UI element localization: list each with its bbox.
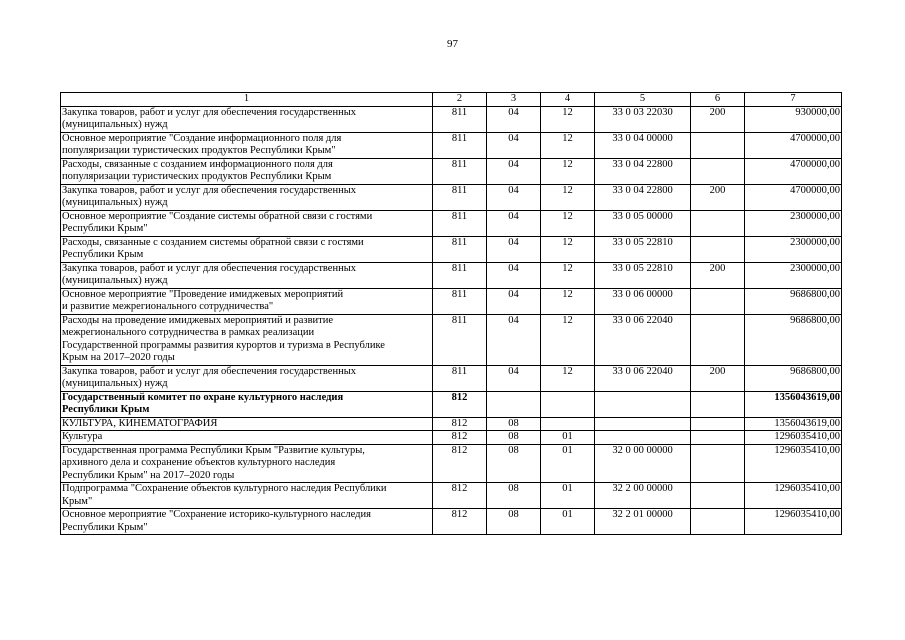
row-expense	[691, 509, 745, 535]
row-code: 811	[433, 184, 487, 210]
row-code: 812	[433, 509, 487, 535]
row-target: 33 0 04 22800	[595, 184, 691, 210]
table-row	[61, 509, 842, 535]
row-section: 04	[487, 106, 541, 132]
row-name: Закупка товаров, работ и услуг для обеспечения государственных (муниципальных) нужд	[61, 106, 433, 132]
row-subsection: 12	[541, 236, 595, 262]
row-target: 33 0 04 22800	[595, 158, 691, 184]
header-row	[61, 93, 842, 107]
row-sum: 2300000,00	[745, 210, 842, 236]
row-expense	[691, 431, 745, 445]
row-expense	[691, 314, 745, 365]
header-col-code: 2	[433, 93, 487, 107]
table-row	[61, 210, 842, 236]
row-name: Закупка товаров, работ и услуг для обеспечения государственных (муниципальных) нужд	[61, 184, 433, 210]
row-name: Подпрограмма "Сохранение объектов культурного наследия Республики Крым"	[61, 483, 433, 509]
row-sum: 1296035410,00	[745, 483, 842, 509]
row-code: 812	[433, 431, 487, 445]
table-row	[61, 483, 842, 509]
row-expense	[691, 483, 745, 509]
row-sum: 930000,00	[745, 106, 842, 132]
row-expense	[691, 158, 745, 184]
row-section: 04	[487, 184, 541, 210]
row-subsection: 01	[541, 431, 595, 445]
table-row	[61, 132, 842, 158]
row-section: 04	[487, 210, 541, 236]
row-expense	[691, 210, 745, 236]
row-name: Государственный комитет по охране культурного наследия Республики Крым	[61, 391, 433, 417]
row-name: Основное мероприятие "Создание информационного поля для популяризации туристических продуктов Республики Крым"	[61, 132, 433, 158]
row-name: КУЛЬТУРА, КИНЕМАТОГРАФИЯ	[61, 417, 433, 431]
row-target: 32 0 00 00000	[595, 444, 691, 483]
table-row	[61, 314, 842, 365]
row-section: 04	[487, 132, 541, 158]
row-target: 33 0 04 00000	[595, 132, 691, 158]
row-code: 811	[433, 262, 487, 288]
table-body	[61, 106, 842, 535]
row-target: 32 2 00 00000	[595, 483, 691, 509]
table-row	[61, 158, 842, 184]
page-number: 97	[447, 38, 458, 50]
row-code: 811	[433, 365, 487, 391]
row-sum: 1356043619,00	[745, 391, 842, 417]
row-sum: 1356043619,00	[745, 417, 842, 431]
row-target: 33 0 05 22810	[595, 262, 691, 288]
row-sum: 2300000,00	[745, 236, 842, 262]
row-section: 04	[487, 288, 541, 314]
row-target	[595, 431, 691, 445]
row-name: Расходы, связанные с созданием системы обратной связи с гостями Республики Крым	[61, 236, 433, 262]
table-row	[61, 288, 842, 314]
row-code: 812	[433, 444, 487, 483]
row-subsection: 12	[541, 210, 595, 236]
row-subsection: 01	[541, 483, 595, 509]
row-expense	[691, 288, 745, 314]
row-name: Закупка товаров, работ и услуг для обеспечения государственных (муниципальных) нужд	[61, 365, 433, 391]
row-code: 812	[433, 391, 487, 417]
row-target	[595, 391, 691, 417]
row-name: Основное мероприятие "Сохранение историко-культурного наследия Республики Крым"	[61, 509, 433, 535]
row-code: 811	[433, 210, 487, 236]
row-target: 32 2 01 00000	[595, 509, 691, 535]
row-sum: 9686800,00	[745, 314, 842, 365]
row-name: Основное мероприятие "Создание системы обратной связи с гостями Республики Крым"	[61, 210, 433, 236]
header-col-name: 1	[61, 93, 433, 107]
header-col-target: 5	[595, 93, 691, 107]
row-expense: 200	[691, 262, 745, 288]
row-subsection: 01	[541, 509, 595, 535]
row-code: 812	[433, 483, 487, 509]
row-target: 33 0 06 00000	[595, 288, 691, 314]
row-target	[595, 417, 691, 431]
row-section: 04	[487, 236, 541, 262]
row-sum: 4700000,00	[745, 158, 842, 184]
row-expense	[691, 391, 745, 417]
row-code: 811	[433, 288, 487, 314]
table-row	[61, 236, 842, 262]
row-code: 811	[433, 132, 487, 158]
row-expense: 200	[691, 184, 745, 210]
row-section: 08	[487, 431, 541, 445]
row-name: Государственная программа Республики Крым "Развитие культуры, архивного дела и сохранение объектов культурного наследия Республики Крым" на 2017–2020 годы	[61, 444, 433, 483]
row-sum: 1296035410,00	[745, 431, 842, 445]
table-row	[61, 391, 842, 417]
row-expense: 200	[691, 365, 745, 391]
row-sum: 4700000,00	[745, 132, 842, 158]
row-subsection: 01	[541, 444, 595, 483]
row-subsection	[541, 391, 595, 417]
table-row	[61, 106, 842, 132]
row-section	[487, 391, 541, 417]
row-code: 812	[433, 417, 487, 431]
row-target: 33 0 06 22040	[595, 365, 691, 391]
row-target: 33 0 05 00000	[595, 210, 691, 236]
row-subsection: 12	[541, 262, 595, 288]
row-code: 811	[433, 314, 487, 365]
table-row	[61, 184, 842, 210]
row-subsection: 12	[541, 106, 595, 132]
row-expense	[691, 132, 745, 158]
header-col-section: 3	[487, 93, 541, 107]
table-row	[61, 262, 842, 288]
table-row	[61, 365, 842, 391]
row-section: 08	[487, 417, 541, 431]
row-subsection	[541, 417, 595, 431]
row-expense	[691, 236, 745, 262]
row-sum: 1296035410,00	[745, 509, 842, 535]
header-col-subsection: 4	[541, 93, 595, 107]
row-sum: 1296035410,00	[745, 444, 842, 483]
row-target: 33 0 03 22030	[595, 106, 691, 132]
row-name: Культура	[61, 431, 433, 445]
row-expense: 200	[691, 106, 745, 132]
row-section: 04	[487, 158, 541, 184]
row-code: 811	[433, 236, 487, 262]
row-sum: 9686800,00	[745, 288, 842, 314]
row-subsection: 12	[541, 184, 595, 210]
table-row	[61, 417, 842, 431]
row-sum: 4700000,00	[745, 184, 842, 210]
header-col-expense: 6	[691, 93, 745, 107]
row-sum: 9686800,00	[745, 365, 842, 391]
row-name: Расходы на проведение имиджевых мероприятий и развитие межрегионального сотрудничества в рамках реализации Государственной программы развития курортов и туризма в Республике Крым на 2017–2020 годы	[61, 314, 433, 365]
row-subsection: 12	[541, 132, 595, 158]
row-name: Расходы, связанные с созданием информационного поля для популяризации туристических продуктов Республики Крым	[61, 158, 433, 184]
row-sum: 2300000,00	[745, 262, 842, 288]
row-section: 08	[487, 444, 541, 483]
row-section: 08	[487, 509, 541, 535]
row-section: 08	[487, 483, 541, 509]
row-section: 04	[487, 262, 541, 288]
row-expense	[691, 417, 745, 431]
table-row	[61, 431, 842, 445]
budget-table	[60, 92, 842, 535]
row-subsection: 12	[541, 314, 595, 365]
row-code: 811	[433, 158, 487, 184]
row-target: 33 0 06 22040	[595, 314, 691, 365]
row-name: Основное мероприятие "Проведение имиджевых мероприятий и развитие межрегионального сотрудничества"	[61, 288, 433, 314]
row-section: 04	[487, 314, 541, 365]
row-subsection: 12	[541, 288, 595, 314]
row-section: 04	[487, 365, 541, 391]
row-expense	[691, 444, 745, 483]
table-row	[61, 444, 842, 483]
row-name: Закупка товаров, работ и услуг для обеспечения государственных (муниципальных) нужд	[61, 262, 433, 288]
row-target: 33 0 05 22810	[595, 236, 691, 262]
row-subsection: 12	[541, 158, 595, 184]
row-code: 811	[433, 106, 487, 132]
row-subsection: 12	[541, 365, 595, 391]
header-col-sum: 7	[745, 93, 842, 107]
